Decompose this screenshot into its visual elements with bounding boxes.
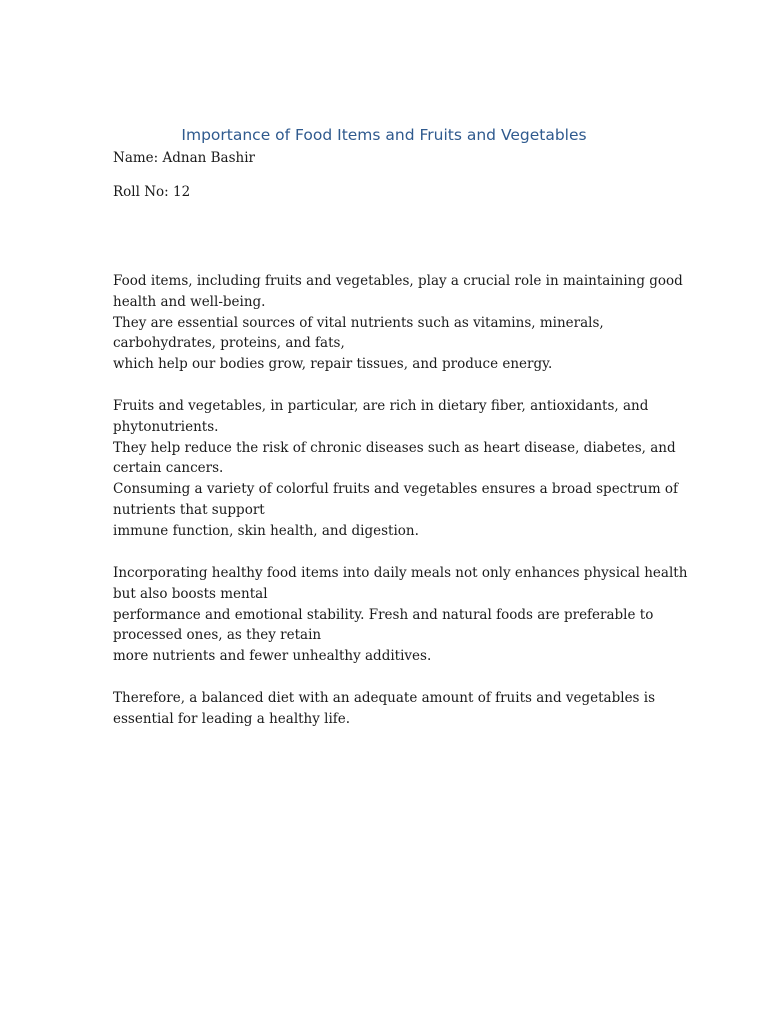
roll-number: Roll No: 12 [113,184,191,200]
paragraph-line: Therefore, a balanced diet with an adequate amount of fruits and vegetables is [113,690,656,706]
paragraph-line: They help reduce the risk of chronic diseases such as heart disease, diabetes, and [113,439,676,456]
paragraph-line: which help our bodies grow, repair tissues, and produce energy. [113,356,553,373]
paragraph-line: certain cancers. [113,460,224,477]
paragraph-line: nutrients that support [113,501,265,518]
paragraph-4 [113,688,658,730]
paragraph-line: but also boosts mental [113,585,268,602]
paragraph-line: health and well-being. [113,293,266,310]
paragraph-line: carbohydrates, proteins, and fats, [113,335,345,352]
document-title: Importance of Food Items and Fruits and Vegetables [181,126,587,144]
paragraph-line: phytonutrients. [113,418,219,435]
paragraph-line: immune function, skin health, and digestion. [113,522,419,539]
paragraph-line: They are essential sources of vital nutrients such as vitamins, minerals, [113,314,604,331]
paragraph-2 [113,396,679,542]
paragraph-3 [113,563,688,667]
paragraph-line: essential for leading a healthy life. [113,710,351,727]
paragraph-line: Consuming a variety of colorful fruits and vegetables ensures a broad spectrum of [113,481,679,498]
paragraph-line: performance and emotional stability. Fresh and natural foods are preferable to [113,606,654,623]
paragraph-line: more nutrients and fewer unhealthy additives. [113,648,432,665]
paragraph-line: Food items, including fruits and vegetables, play a crucial role in maintaining good [113,273,683,289]
paragraph-line: processed ones, as they retain [113,627,322,644]
student-name: Name: Adnan Bashir [113,150,255,166]
paragraph-line: Incorporating healthy food items into daily meals not only enhances physical health [113,565,688,581]
paragraph-1 [113,271,683,375]
paragraph-line: Fruits and vegetables, in particular, are rich in dietary fiber, antioxidants, and [113,398,649,414]
